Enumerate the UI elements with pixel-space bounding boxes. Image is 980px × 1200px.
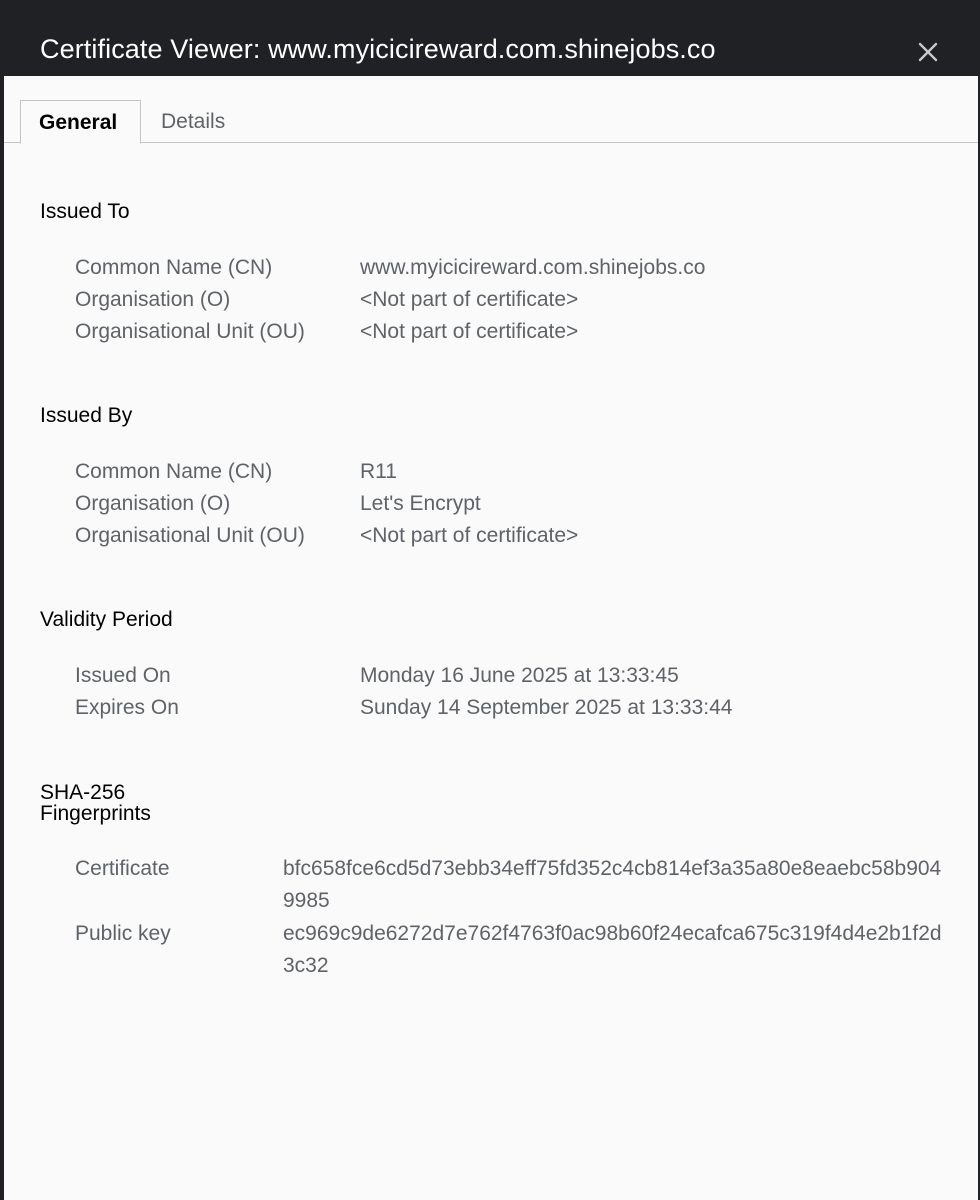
issued-to-o-value: <Not part of certificate> [360, 288, 579, 311]
public-key-fingerprint-label: Public key [75, 922, 171, 945]
tab-general[interactable]: General [20, 100, 141, 144]
issued-to-cn-label: Common Name (CN) [75, 256, 273, 279]
issued-by-cn-value: R11 [360, 460, 397, 483]
certificate-fingerprint-label: Certificate [75, 857, 170, 880]
issued-by-o-label: Organisation (O) [75, 492, 231, 515]
issued-to-ou-label: Organisational Unit (OU) [75, 320, 305, 343]
issued-to-cn-value: www.myicicireward.com.shinejobs.co [360, 256, 706, 279]
dialog-content [4, 76, 978, 1200]
public-key-fingerprint-value: ec969c9de6272d7e762f4763f0ac98b60f24ecafca675c319f4d4e2b1f2d3c32 [283, 922, 942, 977]
issued-by-ou-value: <Not part of certificate> [360, 524, 579, 547]
dialog-titlebar [0, 0, 980, 76]
issued-on-label: Issued On [75, 664, 171, 687]
issued-to-ou-value: <Not part of certificate> [360, 320, 579, 343]
issued-by-cn-label: Common Name (CN) [75, 460, 273, 483]
fingerprints-heading-line1: SHA-256 [40, 781, 126, 804]
expires-on-value: Sunday 14 September 2025 at 13:33:44 [360, 696, 733, 719]
close-button[interactable] [910, 34, 946, 70]
issued-to-heading: Issued To [40, 200, 130, 223]
fingerprints-heading-line2: Fingerprints [40, 802, 151, 825]
issued-by-heading: Issued By [40, 404, 133, 427]
dialog-title: Certificate Viewer: www.myicicireward.com.shinejobs.co [40, 34, 716, 64]
issued-to-o-label: Organisation (O) [75, 288, 231, 311]
issued-on-value: Monday 16 June 2025 at 13:33:45 [360, 664, 679, 687]
certificate-fingerprint-value: bfc658fce6cd5d73ebb34eff75fd352c4cb814ef3a35a80e8eaebc58b9049985 [283, 857, 942, 912]
tab-bar [4, 100, 978, 143]
close-icon [910, 34, 946, 70]
issued-by-ou-label: Organisational Unit (OU) [75, 524, 305, 547]
tab-details[interactable]: Details [161, 110, 226, 133]
expires-on-label: Expires On [75, 696, 179, 719]
issued-by-o-value: Let's Encrypt [360, 492, 481, 515]
validity-heading: Validity Period [40, 608, 173, 631]
